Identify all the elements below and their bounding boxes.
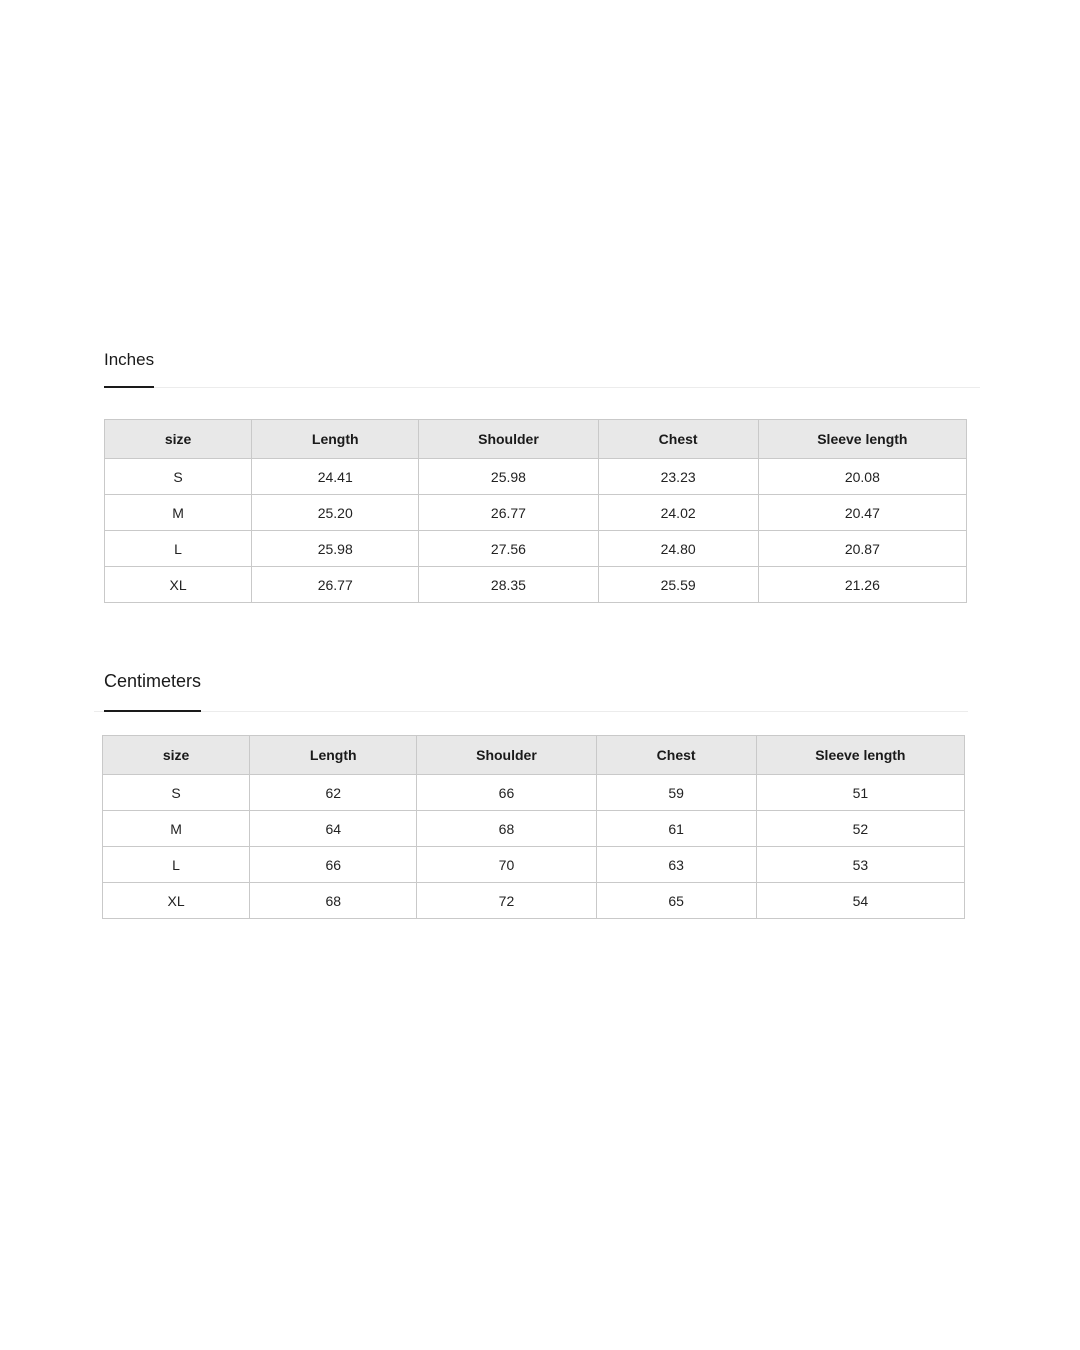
table-cell: L — [105, 531, 252, 567]
table-row — [103, 811, 965, 847]
table-cell: 25.98 — [419, 459, 598, 495]
tab-centimeters[interactable]: Centimeters — [104, 671, 201, 712]
table-cell: S — [103, 775, 250, 811]
column-header-chest: Chest — [596, 736, 756, 775]
table-cell: 25.59 — [598, 567, 758, 603]
table-row — [105, 531, 967, 567]
table-cell: 24.41 — [252, 459, 419, 495]
column-header-sleeve-length: Sleeve length — [758, 420, 966, 459]
inches-section — [104, 348, 980, 603]
tab-inches[interactable]: Inches — [104, 350, 154, 388]
table-header-row — [103, 736, 965, 775]
centimeters-tab-bar — [94, 668, 968, 712]
column-header-sleeve-length: Sleeve length — [756, 736, 964, 775]
table-cell: XL — [103, 883, 250, 919]
table-cell: 66 — [250, 847, 417, 883]
column-header-shoulder: Shoulder — [417, 736, 596, 775]
column-header-length: Length — [252, 420, 419, 459]
inches-size-table — [104, 419, 967, 603]
table-cell: L — [103, 847, 250, 883]
table-cell: 24.80 — [598, 531, 758, 567]
table-cell: 28.35 — [419, 567, 598, 603]
column-header-size: size — [103, 736, 250, 775]
table-cell: 62 — [250, 775, 417, 811]
table-cell: 53 — [756, 847, 964, 883]
table-cell: 26.77 — [419, 495, 598, 531]
table-row — [103, 847, 965, 883]
table-row — [105, 459, 967, 495]
table-row — [105, 567, 967, 603]
table-cell: 23.23 — [598, 459, 758, 495]
table-cell: 26.77 — [252, 567, 419, 603]
table-cell: 65 — [596, 883, 756, 919]
centimeters-section — [102, 668, 968, 919]
table-cell: 24.02 — [598, 495, 758, 531]
column-header-length: Length — [250, 736, 417, 775]
table-cell: 27.56 — [419, 531, 598, 567]
column-header-chest: Chest — [598, 420, 758, 459]
table-header-row — [105, 420, 967, 459]
table-cell: 51 — [756, 775, 964, 811]
table-cell: 66 — [417, 775, 596, 811]
table-row — [105, 495, 967, 531]
table-cell: 63 — [596, 847, 756, 883]
table-cell: 72 — [417, 883, 596, 919]
inches-tab-bar — [104, 348, 980, 388]
table-cell: 64 — [250, 811, 417, 847]
centimeters-size-table — [102, 735, 965, 919]
table-cell: 20.08 — [758, 459, 966, 495]
table-cell: 59 — [596, 775, 756, 811]
table-cell: 25.98 — [252, 531, 419, 567]
table-cell: 25.20 — [252, 495, 419, 531]
column-header-shoulder: Shoulder — [419, 420, 598, 459]
table-cell: M — [105, 495, 252, 531]
table-row — [103, 883, 965, 919]
table-cell: 68 — [250, 883, 417, 919]
table-cell: 20.47 — [758, 495, 966, 531]
table-cell: 21.26 — [758, 567, 966, 603]
table-row — [103, 775, 965, 811]
table-cell: 54 — [756, 883, 964, 919]
table-cell: 70 — [417, 847, 596, 883]
table-cell: 68 — [417, 811, 596, 847]
table-cell: 52 — [756, 811, 964, 847]
table-cell: XL — [105, 567, 252, 603]
table-cell: 20.87 — [758, 531, 966, 567]
table-cell: M — [103, 811, 250, 847]
table-cell: 61 — [596, 811, 756, 847]
column-header-size: size — [105, 420, 252, 459]
table-cell: S — [105, 459, 252, 495]
